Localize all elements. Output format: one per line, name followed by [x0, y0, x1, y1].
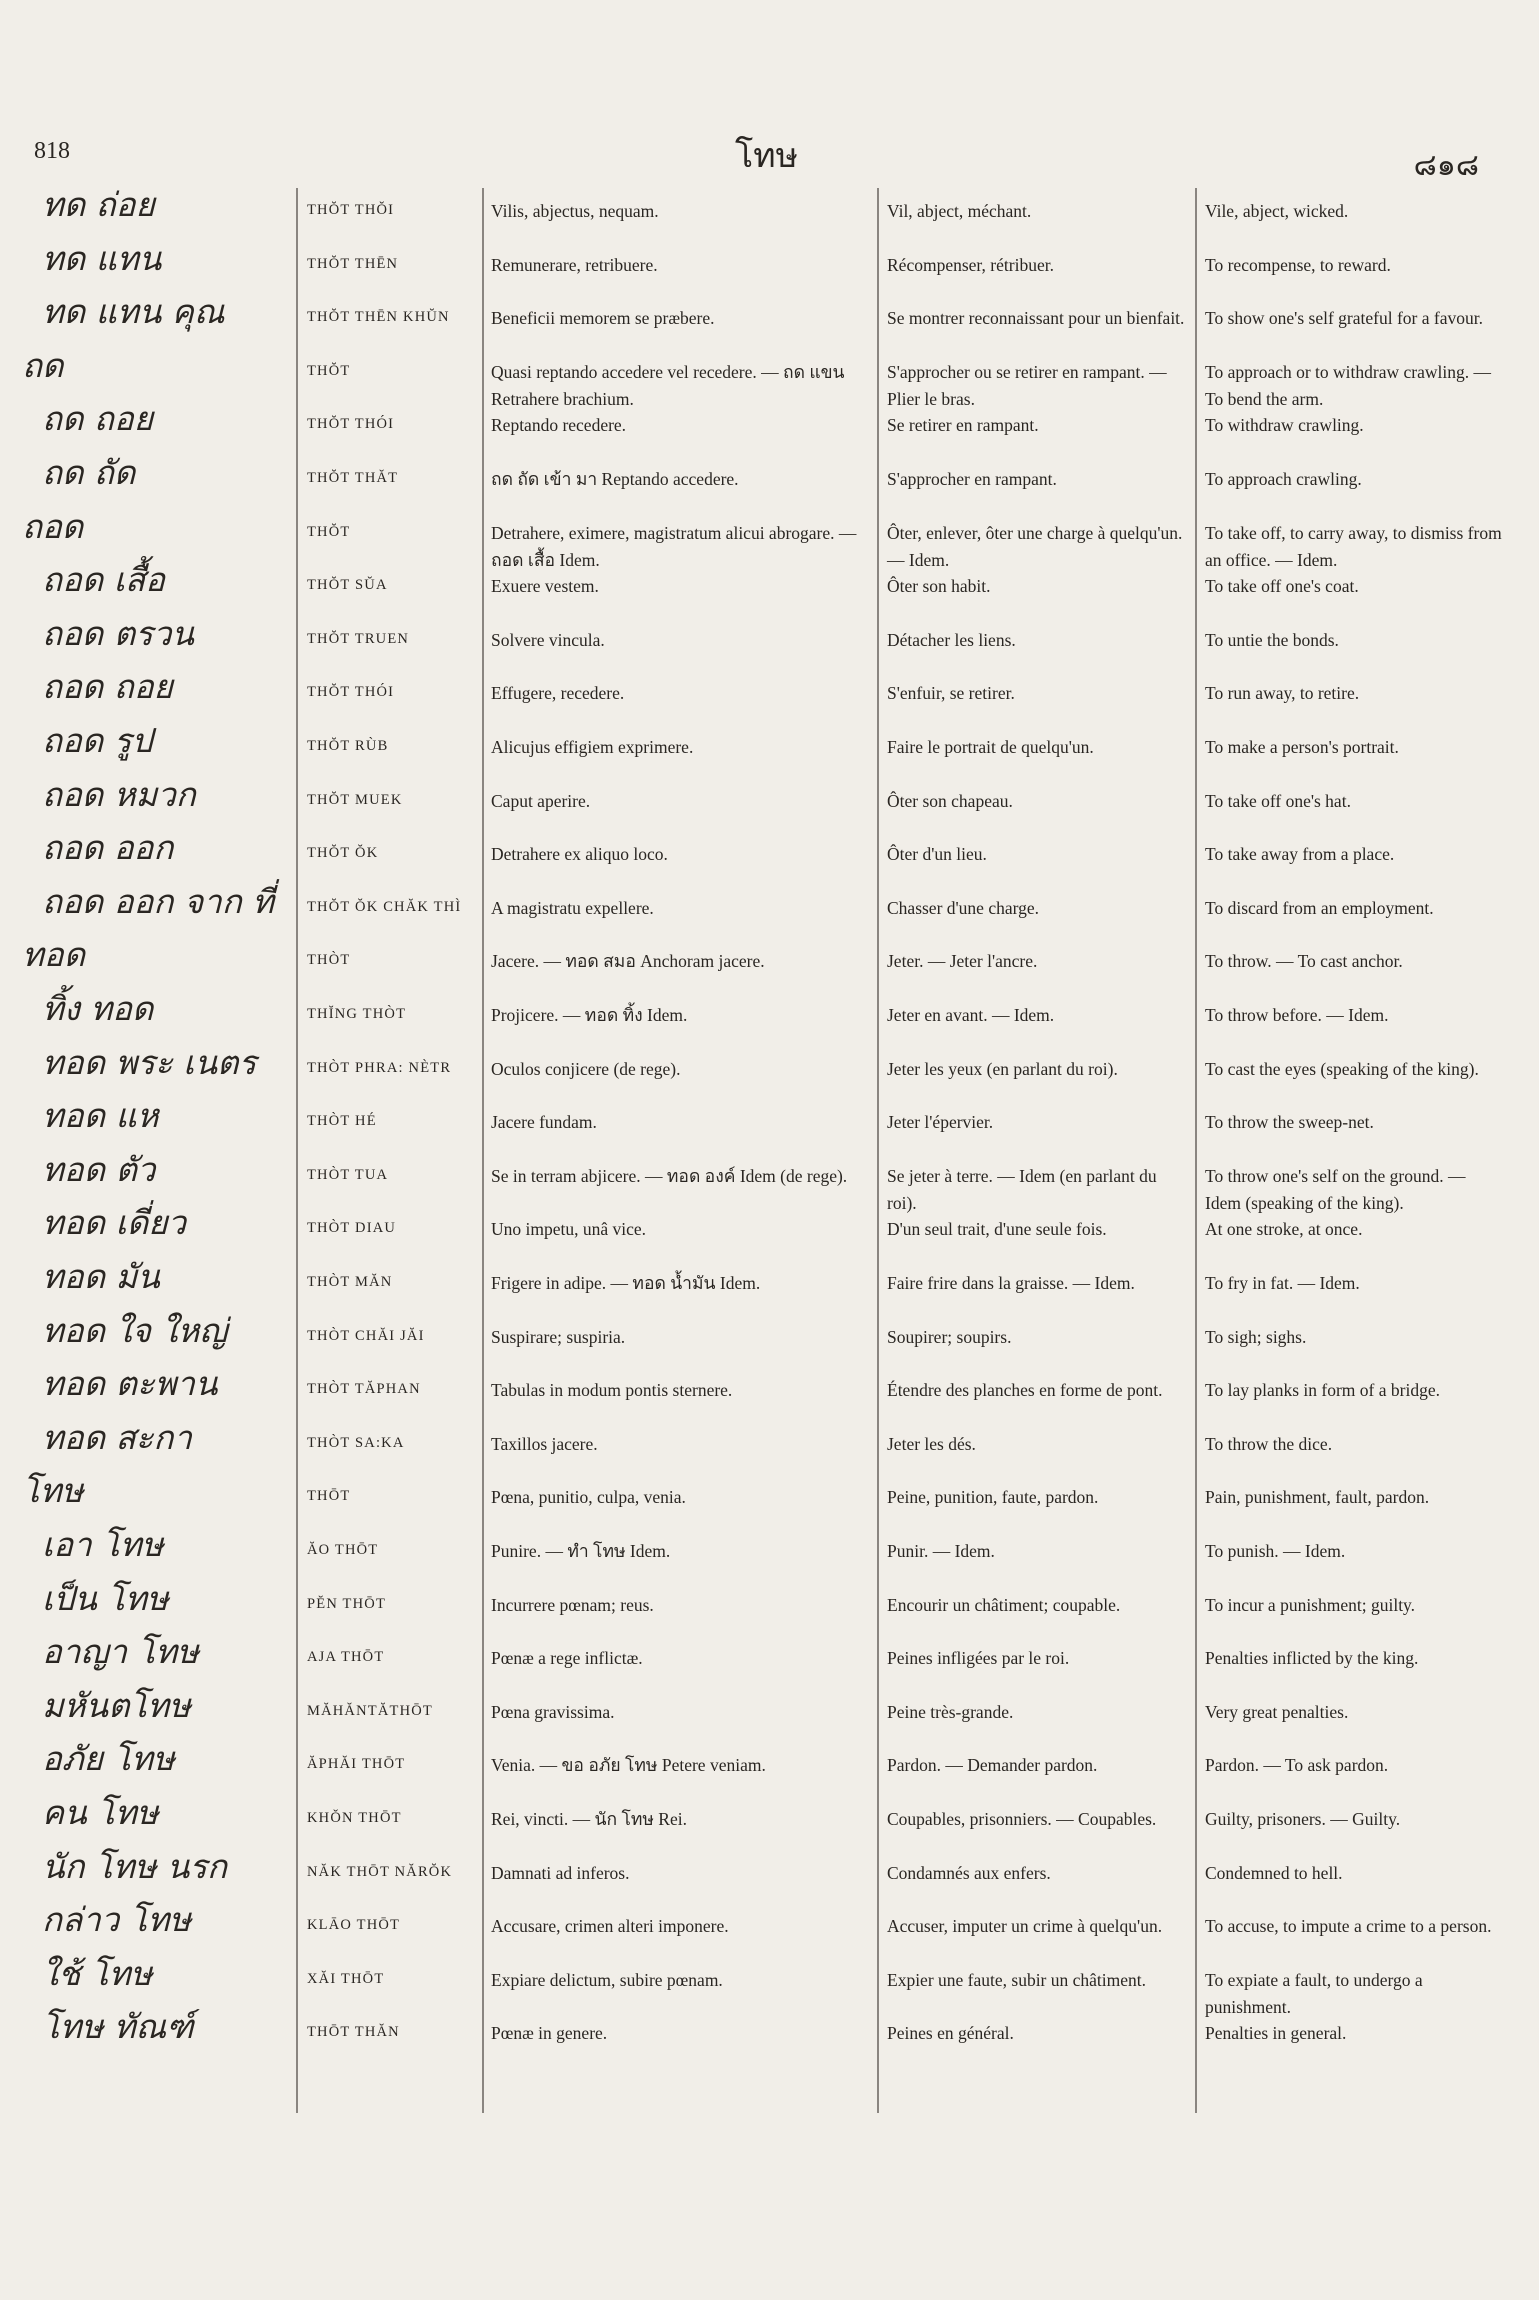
romanization: NĂK THŌT NĂRŎK: [307, 1863, 453, 1880]
thai-headword: ถอด เสื้อ: [42, 560, 165, 600]
english-definition: To accuse, to impute a crime to a person.: [1205, 1916, 1492, 1937]
romanization: THŎT: [307, 523, 351, 540]
romanization: THÒT: [307, 952, 351, 969]
romanization: THÒT TĂPHAN: [307, 1381, 421, 1398]
thai-headword: ทด แทน: [42, 238, 162, 278]
english-definition: To take off one's hat.: [1205, 790, 1351, 811]
latin-definition: Accusare, crimen alteri imponere.: [491, 1916, 729, 1937]
english-definition: To incur a punishment; guilty.: [1205, 1594, 1416, 1615]
english-definition: To sigh; sighs.: [1205, 1326, 1307, 1347]
latin-definition: Jacere. — ทอด สมอ Anchoram jacere.: [491, 951, 765, 972]
romanization: XĂI THŌT: [307, 1970, 385, 1987]
french-definition: Étendre des planches en forme de pont.: [887, 1380, 1163, 1401]
french-definition: Faire le portrait de quelqu'un.: [887, 737, 1094, 757]
french-definition: Peines infligées par le roi.: [887, 1648, 1070, 1669]
romanization: KLĀO THŌT: [307, 1917, 401, 1934]
thai-headword: ถอด ตรวน: [42, 613, 194, 653]
latin-definition: Beneficii memorem se præbere.: [491, 308, 715, 329]
french-definition: Peine, punition, faute, pardon.: [887, 1487, 1099, 1508]
latin-definition: Detrahere ex aliquo loco.: [491, 844, 668, 865]
french-definition: Soupirer; soupirs.: [887, 1326, 1012, 1347]
english-definition: To expiate a fault, to undergo a punishment.: [1205, 1969, 1423, 2017]
english-definition: Very great penalties.: [1205, 1701, 1349, 1722]
thai-headword: ทอด แห: [42, 1096, 159, 1136]
thai-headword: กล่าว โทษ: [42, 1900, 191, 1940]
french-definition: S'approcher en rampant.: [887, 469, 1057, 489]
romanization: THĬNG THÒT: [307, 1006, 407, 1022]
column-rule: [296, 188, 298, 2113]
thai-headword: ถอด รูป: [42, 721, 153, 760]
romanization: MĂHĂNTĂTHŌT: [307, 1702, 433, 1719]
english-definition: Penalties in general.: [1205, 2023, 1347, 2044]
romanization: ĂO THŌT: [307, 1542, 379, 1558]
thai-headword: อภัย โทษ: [42, 1739, 175, 1779]
english-definition: To throw the dice.: [1205, 1433, 1333, 1454]
romanization: THŎT ŎK: [307, 845, 379, 862]
french-definition: S'enfuir, se retirer.: [887, 683, 1015, 704]
latin-definition: Tabulas in modum pontis sternere.: [491, 1380, 733, 1401]
latin-definition: Venia. — ขอ อภัย โทษ Petere veniam.: [491, 1755, 766, 1776]
french-definition: Jeter en avant. — Idem.: [887, 1005, 1055, 1025]
romanization: THÒT TUA: [307, 1166, 389, 1183]
latin-definition: Incurrere pœnam; reus.: [491, 1594, 654, 1615]
latin-definition: Remunerare, retribuere.: [491, 254, 658, 275]
thai-headword: ถด ถอย: [42, 399, 154, 439]
page-number: 818: [34, 138, 70, 164]
latin-definition: Solvere vincula.: [491, 629, 605, 650]
french-definition: Expier une faute, subir un châtiment.: [887, 1969, 1147, 1990]
romanization: THÒT DIAU: [307, 1220, 397, 1237]
french-definition: D'un seul trait, d'une seule fois.: [887, 1219, 1107, 1240]
latin-definition: Rei, vincti. — นัก โทษ Rei.: [491, 1809, 687, 1829]
english-definition: To run away, to retire.: [1205, 683, 1360, 704]
french-definition: Détacher les liens.: [887, 629, 1016, 650]
thai-headword: คน โทษ: [42, 1793, 159, 1832]
english-definition: At one stroke, at once.: [1205, 1219, 1363, 1240]
latin-definition: Oculos conjicere (de rege).: [491, 1058, 681, 1079]
thai-headword: ถอด ออก: [42, 828, 174, 868]
latin-definition: Caput aperire.: [491, 790, 591, 811]
english-definition: To fry in fat. — Idem.: [1205, 1273, 1360, 1293]
running-headword: โทษ: [735, 138, 799, 175]
latin-definition: Jacere fundam.: [491, 1112, 597, 1133]
romanization: THŎT RÙB: [307, 738, 389, 754]
english-definition: To take off, to carry away, to dismiss from an office. — Idem.: [1205, 522, 1502, 570]
thai-headword: ทิ้ง ทอด: [42, 989, 154, 1028]
latin-definition: Exuere vestem.: [491, 576, 599, 597]
english-definition: Pain, punishment, fault, pardon.: [1205, 1487, 1430, 1508]
romanization: THŎT: [307, 362, 351, 379]
french-definition: Ôter d'un lieu.: [887, 844, 987, 865]
french-definition: Chasser d'une charge.: [887, 897, 1040, 918]
column-rule: [877, 188, 879, 2113]
column-rule: [1195, 188, 1197, 2113]
latin-definition: Frigere in adipe. — ทอด น้ำมัน Idem.: [491, 1273, 761, 1293]
french-definition: Peine très-grande.: [887, 1701, 1014, 1722]
french-definition: Se retirer en rampant.: [887, 415, 1039, 436]
romanization: THŎT TRUEN: [307, 630, 410, 647]
french-definition: Jeter les yeux (en parlant du roi).: [887, 1058, 1118, 1079]
latin-definition: Projicere. — ทอด ทิ้ง Idem.: [491, 1005, 688, 1025]
english-definition: To lay planks in form of a bridge.: [1205, 1380, 1440, 1401]
romanization: THŎT MUEK: [307, 791, 403, 808]
romanization: AJA THŌT: [307, 1649, 385, 1666]
english-definition: To show one's self grateful for a favour.: [1205, 308, 1483, 329]
thai-headword: ทอด สะกา: [42, 1417, 192, 1457]
romanization: THÒT SA:KA: [307, 1434, 405, 1451]
romanization: THÒT HÉ: [307, 1113, 377, 1130]
french-definition: Coupables, prisonniers. — Coupables.: [887, 1809, 1157, 1829]
latin-definition: Detrahere, eximere, magistratum alicui abrogare. — ถอด เสื้อ Idem.: [491, 522, 857, 570]
english-definition: Guilty, prisoners. — Guilty.: [1205, 1809, 1401, 1829]
thai-headword: ถด: [22, 345, 64, 385]
latin-definition: Expiare delictum, subire pœnam.: [491, 1969, 723, 1990]
english-definition: Penalties inflicted by the king.: [1205, 1648, 1419, 1669]
romanization: ĂPHĂI THŌT: [307, 1756, 406, 1773]
english-definition: Pardon. — To ask pardon.: [1205, 1755, 1389, 1776]
french-definition: Pardon. — Demander pardon.: [887, 1755, 1098, 1776]
english-definition: To discard from an employment.: [1205, 897, 1434, 918]
thai-headword: ทอด มัน: [42, 1257, 160, 1296]
romanization: THŎT THĒN: [307, 255, 399, 272]
romanization: THŎT ŎK CHĂK THÌ: [307, 898, 462, 915]
latin-definition: Vilis, abjectus, nequam.: [491, 201, 659, 221]
romanization: THŎT THÓI: [307, 684, 395, 701]
thai-headword: ทอด ตัว: [42, 1149, 156, 1189]
romanization: THŎT THĒN KHŬN: [307, 309, 450, 326]
french-definition: Accuser, imputer un crime à quelqu'un.: [887, 1916, 1163, 1937]
thai-headword: ทอด ใจ ใหญ่: [42, 1310, 228, 1350]
english-definition: To recompense, to reward.: [1205, 254, 1391, 275]
french-definition: Ôter, enlever, ôter une charge à quelqu'un. — Idem.: [887, 522, 1183, 570]
latin-definition: Pœna, punitio, culpa, venia.: [491, 1487, 686, 1508]
romanization: THŌT: [307, 1488, 351, 1505]
english-definition: To throw before. — Idem.: [1205, 1005, 1389, 1025]
latin-definition: Suspirare; suspiria.: [491, 1326, 626, 1347]
french-definition: Peines en général.: [887, 2023, 1014, 2044]
thai-headword: ถอด หมวก: [42, 774, 196, 814]
column-rule: [482, 188, 484, 2113]
romanization: THŎT THŎI: [307, 202, 395, 218]
french-definition: S'approcher ou se retirer en rampant. — Plier le bras.: [887, 361, 1167, 409]
english-definition: To approach crawling.: [1205, 469, 1362, 489]
french-definition: Jeter l'épervier.: [887, 1112, 994, 1133]
thai-headword: ทอด ตะพาน: [42, 1364, 218, 1404]
thai-headword: ถอด ออก จาก ที่: [42, 881, 274, 921]
latin-definition: Damnati ad inferos.: [491, 1862, 630, 1883]
english-definition: To throw. — To cast anchor.: [1205, 951, 1403, 972]
romanization: THŎT THÓI: [307, 416, 395, 433]
latin-definition: Taxillos jacere.: [491, 1433, 598, 1454]
latin-definition: A magistratu expellere.: [491, 897, 654, 918]
romanization: THÒT CHĂI JĂI: [307, 1327, 425, 1344]
latin-definition: Alicujus effigiem exprimere.: [491, 737, 694, 757]
latin-definition: Pœna gravissima.: [491, 1701, 615, 1722]
romanization: THŌT THĂN: [307, 2024, 400, 2041]
latin-definition: Se in terram abjicere. — ทอด องค์ Idem (de rege).: [491, 1165, 848, 1186]
french-definition: Jeter les dés.: [887, 1433, 976, 1454]
thai-headword: ถอด: [22, 506, 84, 546]
french-definition: Faire frire dans la graisse. — Idem.: [887, 1273, 1135, 1293]
thai-headword: นัก โทษ นรก: [42, 1846, 228, 1886]
thai-headword: เอา โทษ: [42, 1525, 164, 1564]
latin-definition: Uno impetu, unâ vice.: [491, 1219, 647, 1240]
french-definition: Encourir un châtiment; coupable.: [887, 1594, 1121, 1615]
english-definition: To cast the eyes (speaking of the king).: [1205, 1058, 1479, 1079]
romanization: THŎT SŬA: [307, 577, 388, 594]
english-definition: To make a person's portrait.: [1205, 737, 1399, 757]
english-definition: To take off one's coat.: [1205, 576, 1359, 597]
french-definition: Vil, abject, méchant.: [887, 201, 1032, 221]
thai-headword: ทด ถ่อย: [42, 185, 155, 224]
thai-headword: อาญา โทษ: [42, 1632, 199, 1672]
english-definition: Vile, abject, wicked.: [1205, 201, 1349, 221]
thai-headword: ถอด ถอย: [42, 667, 173, 707]
thai-headword: ทอด พระ เนตร: [42, 1042, 257, 1082]
romanization: PĔN THŌT: [307, 1595, 387, 1612]
thai-headword: เป็น โทษ: [42, 1578, 169, 1618]
romanization: THÒT PHRA: NÈTR: [307, 1059, 452, 1076]
latin-definition: Pœnæ a rege inflictæ.: [491, 1648, 643, 1669]
latin-definition: Quasi reptando accedere vel recedere. — ถด แขน Retrahere brachium.: [491, 361, 845, 409]
french-definition: Ôter son habit.: [887, 576, 991, 597]
english-definition: To throw one's self on the ground. — Idem (speaking of the king).: [1205, 1165, 1466, 1213]
english-definition: To withdraw crawling.: [1205, 415, 1364, 436]
thai-headword: ทด แทน คุณ: [42, 292, 225, 332]
thai-headword: ทอด: [22, 935, 86, 975]
latin-definition: Punire. — ทำ โทษ Idem.: [491, 1541, 671, 1561]
romanization: THÒT MĂN: [307, 1274, 393, 1290]
french-definition: Récompenser, rétribuer.: [887, 254, 1054, 275]
latin-definition: Pœnæ in genere.: [491, 2023, 608, 2044]
english-definition: To approach or to withdraw crawling. — To bend the arm.: [1205, 361, 1491, 409]
english-definition: To throw the sweep-net.: [1205, 1112, 1374, 1133]
english-definition: To untie the bonds.: [1205, 629, 1339, 650]
french-definition: Condamnés aux enfers.: [887, 1862, 1051, 1883]
thai-headword: โทษ: [22, 1471, 84, 1511]
thai-headword: มหันตโทษ: [42, 1685, 191, 1725]
latin-definition: Effugere, recedere.: [491, 683, 625, 704]
thai-headword: โทษ ทัณฑ์: [42, 2007, 194, 2047]
thai-page-number: ๘๑๘: [1413, 149, 1479, 182]
thai-headword: ถด ถัด: [42, 453, 136, 492]
romanization: THŎT THĂT: [307, 470, 399, 486]
thai-headword: ใช้ โทษ: [42, 1953, 153, 1993]
thai-headword: ทอด เดี่ยว: [42, 1203, 187, 1243]
french-definition: Jeter. — Jeter l'ancre.: [887, 951, 1038, 972]
english-definition: To punish. — Idem.: [1205, 1541, 1346, 1561]
latin-definition: Reptando recedere.: [491, 415, 627, 436]
latin-definition: ถด ถัด เข้า มา Reptando accedere.: [491, 469, 739, 489]
romanization: KHŎN THŌT: [307, 1810, 402, 1826]
french-definition: Punir. — Idem.: [887, 1541, 995, 1561]
english-definition: Condemned to hell.: [1205, 1862, 1343, 1883]
french-definition: Ôter son chapeau.: [887, 790, 1013, 811]
french-definition: Se jeter à terre. — Idem (en parlant du roi).: [887, 1165, 1157, 1213]
english-definition: To take away from a place.: [1205, 844, 1395, 865]
french-definition: Se montrer reconnaissant pour un bienfait.: [887, 308, 1185, 329]
